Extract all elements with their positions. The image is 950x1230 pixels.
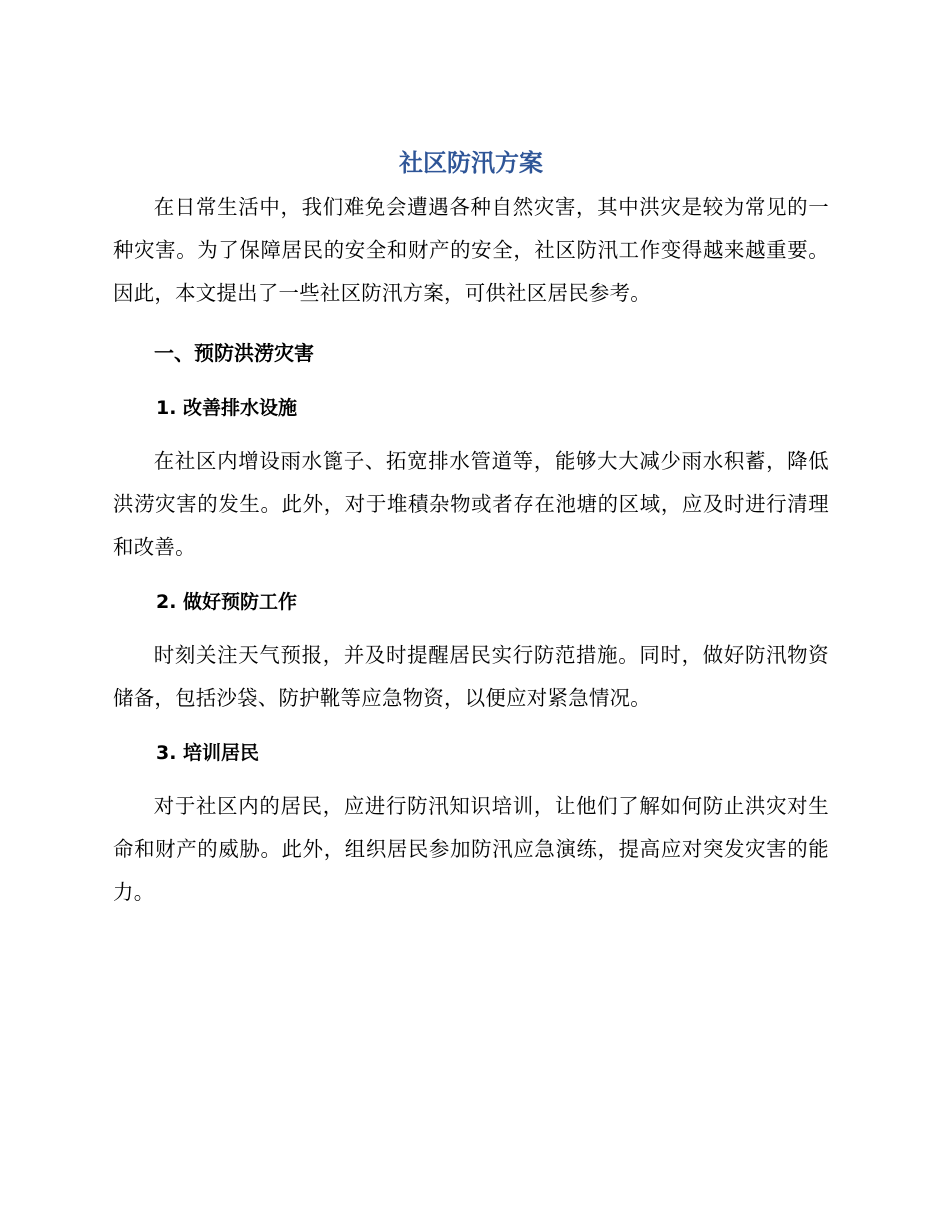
subsection-heading-prevention-work: 2. 做好预防工作 [156, 591, 298, 613]
subsection-paragraph-drainage: 在社区内增设雨水篦子、拓宽排水管道等，能够大大减少雨水积蓄，降低洪涝灾害的发生。此外，对于堆積杂物或者存在池塘的区域，应及时进行清理和改善。 [113, 449, 829, 559]
subsection-heading-drainage: 1. 改善排水设施 [156, 397, 298, 419]
document-body [113, 143, 829, 914]
document-title: 社区防汛方案 [399, 149, 543, 177]
intro-paragraph: 在日常生活中，我们难免会遭遇各种自然灾害，其中洪灾是较为常见的一种灾害。为了保障居民的安全和财产的安全，社区防汛工作变得越来越重要。因此，本文提出了一些社区防汛方案，可供社区居民参考。 [113, 195, 829, 305]
subsection-paragraph-prevention-work: 时刻关注天气预报，并及时提醒居民实行防范措施。同时，做好防汛物资储备，包括沙袋、防护靴等应急物资，以便应对紧急情况。 [113, 643, 829, 710]
subsection-paragraph-training: 对于社区内的居民，应进行防汛知识培训，让他们了解如何防止洪灾对生命和财产的威胁。此外，组织居民参加防汛应急演练，提高应对突发灾害的能力。 [113, 794, 829, 904]
section-heading-prevention: 一、预防洪涝灾害 [154, 341, 314, 365]
subsection-heading-training: 3. 培训居民 [156, 742, 260, 764]
